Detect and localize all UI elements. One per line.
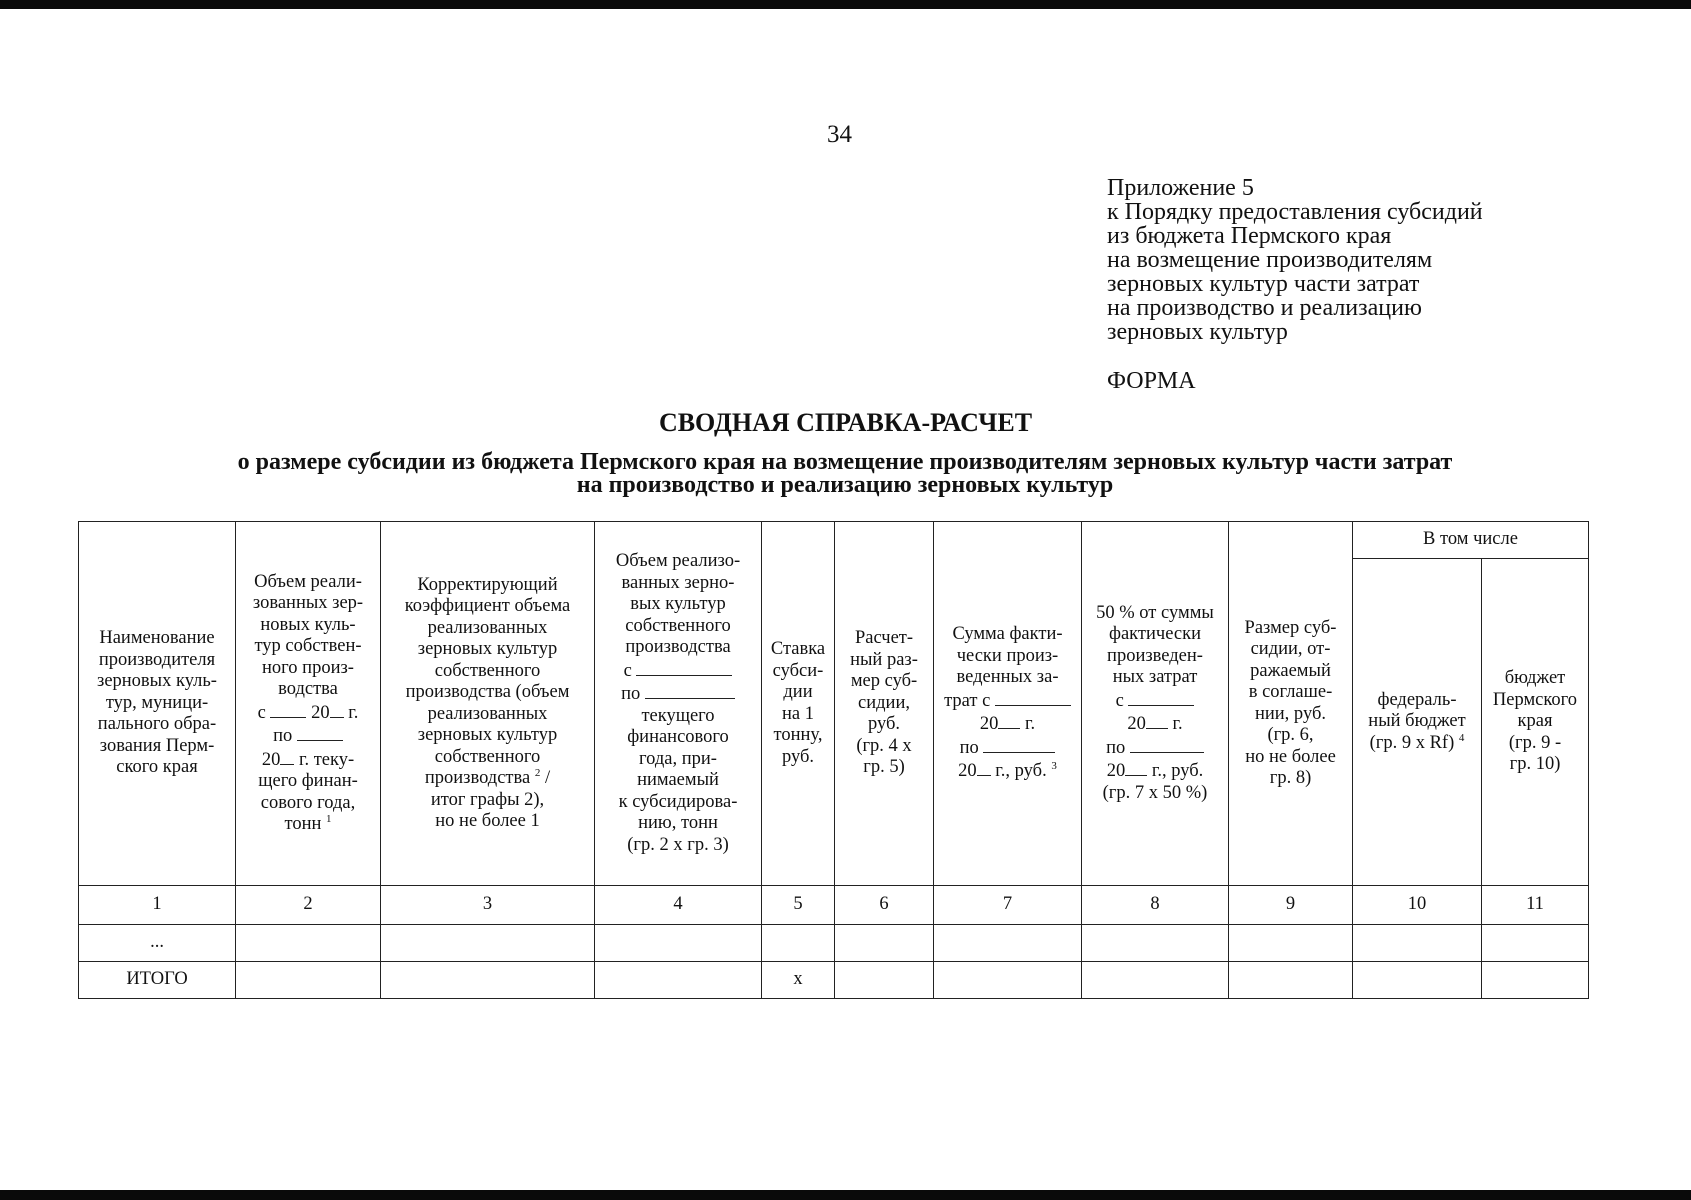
- header-line: (гр. 7 х 50 %): [1102, 782, 1208, 803]
- column-number: 8: [1082, 886, 1229, 925]
- header-line: руб.: [781, 746, 815, 767]
- column-number: 10: [1353, 886, 1482, 925]
- header-line: зованных зер-: [252, 593, 364, 613]
- header-line: (гр. 6,: [1267, 725, 1314, 745]
- empty-cell: [1482, 962, 1589, 999]
- empty-cell: [1229, 925, 1353, 962]
- header-subsidy-rate: [762, 522, 835, 886]
- header-half-costs: [1082, 522, 1229, 886]
- scan-top-border: [0, 0, 1691, 9]
- column-number: 5: [762, 886, 835, 925]
- header-line: (гр. 2 х гр. 3): [627, 834, 729, 855]
- empty-cell: [1482, 925, 1589, 962]
- header-line: Корректирующий: [417, 574, 558, 595]
- header-line: сового года,: [260, 792, 356, 813]
- header-line: бюджет: [1504, 668, 1566, 689]
- header-date-line: с 20 г.: [257, 702, 359, 723]
- header-line: ванных зерно-: [621, 572, 735, 593]
- empty-cell: [835, 925, 934, 962]
- column-number: 6: [835, 886, 934, 925]
- header-line: произведен-: [1107, 645, 1203, 666]
- header-line: руб.: [867, 714, 901, 735]
- header-line: чески произ-: [956, 645, 1059, 666]
- date-blank: [983, 736, 1055, 753]
- header-line: водства: [278, 679, 338, 699]
- date-blank: [280, 748, 294, 765]
- date-blank: [297, 724, 343, 741]
- table-row-total: [79, 962, 1589, 999]
- header-date-line: трат с: [936, 689, 1079, 713]
- document-subtitle: [80, 451, 1610, 497]
- appendix-line: из бюджета Пермского края: [1107, 223, 1392, 249]
- header-line: зерновых культур: [417, 639, 558, 659]
- header-calculated-subsidy: [835, 522, 934, 886]
- header-line: нию, тонн: [638, 813, 718, 833]
- header-line: новых куль-: [260, 614, 356, 635]
- header-line: ского края: [116, 757, 198, 778]
- empty-cell: [1082, 962, 1229, 999]
- form-label: ФОРМА: [1107, 368, 1196, 394]
- scan-bottom-border: [0, 1190, 1691, 1200]
- appendix-line: к Порядку предоставления субсидий: [1107, 199, 1483, 225]
- header-regional-budget: [1482, 559, 1589, 886]
- subtitle-line: на производство и реализацию зерновых культур: [576, 472, 1114, 498]
- header-line: сидии, от-: [1250, 639, 1331, 659]
- rate-cell: х: [762, 962, 835, 999]
- header-line: финансового: [627, 727, 729, 747]
- header-line: к субсидирова-: [618, 791, 738, 812]
- header-line: Объем реализо-: [615, 551, 741, 571]
- header-actual-costs: [934, 522, 1082, 886]
- date-blank: [995, 689, 1071, 706]
- header-line: (гр. 4 х: [856, 735, 912, 756]
- date-blank: [645, 682, 735, 699]
- header-line: в соглаше-: [1248, 682, 1333, 702]
- date-blank: [977, 759, 991, 776]
- footnote-mark: 2: [534, 766, 541, 779]
- appendix-note: [1107, 176, 1483, 344]
- empty-cell: [381, 962, 595, 999]
- header-line: нии, руб.: [1254, 703, 1326, 724]
- header-line: коэффициент объема: [404, 596, 571, 616]
- header-line: фактически: [1108, 624, 1201, 645]
- header-correction-coefficient: [381, 522, 595, 886]
- row-name-cell: ...: [79, 925, 236, 962]
- header-subsidized-volume: [595, 522, 762, 886]
- header-line: мер суб-: [850, 671, 918, 692]
- header-line: щего финан-: [258, 771, 358, 791]
- column-number: 11: [1482, 886, 1589, 925]
- header-line: Размер суб-: [1244, 617, 1337, 638]
- header-line: гр. 8): [1269, 768, 1312, 788]
- appendix-line: зерновых культур части затрат: [1107, 271, 1420, 297]
- footnote-mark: 4: [1458, 731, 1465, 744]
- date-blank: [330, 701, 344, 718]
- header-line: текущего: [641, 705, 715, 726]
- header-line: тур, муници-: [105, 692, 209, 713]
- header-line: веденных за-: [956, 667, 1059, 688]
- column-number: 9: [1229, 886, 1353, 925]
- footnote-mark: 3: [1051, 760, 1057, 773]
- header-line: производства: [625, 637, 731, 657]
- header-line: пального обра-: [97, 714, 217, 735]
- empty-cell: [1353, 962, 1482, 999]
- date-blank: [270, 701, 306, 718]
- header-date-line: с: [1084, 689, 1226, 713]
- header-line: Пермского: [1492, 689, 1578, 710]
- header-line: зерновых куль-: [97, 671, 217, 692]
- date-blank: [998, 712, 1020, 729]
- header-line: ный бюджет: [1368, 711, 1466, 732]
- column-number-row: [79, 886, 1589, 925]
- header-line: Сумма факти-: [952, 624, 1063, 645]
- page-number: 34: [827, 121, 852, 148]
- header-line: но не более 1: [435, 811, 540, 831]
- header-line: ного произ-: [262, 657, 354, 678]
- appendix-line: Приложение 5: [1107, 175, 1254, 201]
- header-line: производства $^2$ /: [424, 766, 551, 788]
- header-line: вых культур: [630, 594, 726, 614]
- header-line: итог графы 2),: [430, 789, 545, 810]
- header-line: дии: [783, 682, 813, 702]
- header-line: (гр. 9 х Rf) $^4$: [1369, 731, 1465, 753]
- empty-cell: [595, 962, 762, 999]
- header-producer-name: [79, 522, 236, 886]
- footnote-mark: 1: [326, 812, 332, 825]
- total-label: ИТОГО: [79, 962, 236, 999]
- header-date-line: по: [936, 736, 1079, 760]
- header-agreement-subsidy: [1229, 522, 1353, 886]
- date-blank: [1125, 759, 1147, 776]
- header-line: тонну,: [773, 725, 823, 745]
- header-date-line: по: [597, 682, 759, 706]
- header-line: ных затрат: [1112, 667, 1198, 688]
- empty-cell: [381, 925, 595, 962]
- header-date-line: 20 г.: [1127, 714, 1183, 735]
- header-date-line: по: [1084, 736, 1226, 760]
- empty-cell: [934, 925, 1082, 962]
- empty-cell: [236, 925, 381, 962]
- header-line: ный раз-: [850, 649, 918, 670]
- header-date-line: 20 г., руб. $^3$: [958, 760, 1057, 782]
- column-number: 4: [595, 886, 762, 925]
- header-line: тур собствен-: [254, 636, 362, 656]
- empty-cell: [595, 925, 762, 962]
- appendix-line: на производство и реализацию: [1107, 295, 1422, 321]
- column-number: 3: [381, 886, 595, 925]
- column-number: 7: [934, 886, 1082, 925]
- table-row: [79, 925, 1589, 962]
- empty-cell: [236, 962, 381, 999]
- header-line: края: [1517, 711, 1553, 732]
- date-blank: [1130, 736, 1204, 753]
- header-line: производителя: [98, 649, 216, 670]
- document-title: СВОДНАЯ СПРАВКА-РАСЧЕТ: [658, 408, 1033, 437]
- header-line: тонн $^1$: [284, 812, 332, 834]
- header-line: собственного: [434, 660, 541, 681]
- header-line: ражаемый: [1250, 660, 1331, 681]
- header-line: (гр. 9 -: [1508, 732, 1562, 753]
- empty-cell: [934, 962, 1082, 999]
- header-line: Наименование: [99, 628, 215, 649]
- header-line: реализованных: [427, 617, 548, 638]
- header-line: Ставка: [770, 639, 826, 659]
- rate-cell: [762, 925, 835, 962]
- header-line: субси-: [772, 660, 824, 681]
- date-blank: [1128, 689, 1194, 706]
- date-blank: [636, 659, 732, 676]
- appendix-line: зерновых культур: [1107, 319, 1288, 345]
- header-line: нимаемый: [637, 770, 719, 790]
- header-line: гр. 5): [863, 757, 905, 778]
- header-line: федераль-: [1377, 689, 1457, 710]
- subtitle-line: о размере субсидии из бюджета Пермского края на возмещение производителям зерновых культур части затрат: [237, 449, 1453, 475]
- header-line: гр. 10): [1509, 754, 1561, 775]
- appendix-line: на возмещение производителям: [1107, 247, 1433, 273]
- header-line: сидии,: [858, 692, 910, 713]
- header-date-line: с: [597, 659, 759, 683]
- header-line: на 1: [782, 703, 814, 724]
- header-date-line: 20 г.: [979, 714, 1036, 735]
- header-line: зерновых культур: [417, 725, 558, 745]
- header-date-line: по: [238, 724, 378, 748]
- empty-cell: [835, 962, 934, 999]
- header-line: производства (объем: [405, 682, 570, 702]
- column-number: 1: [79, 886, 236, 925]
- header-line: года, при-: [639, 748, 717, 769]
- header-federal-budget: [1353, 559, 1482, 886]
- header-line: реализованных: [427, 703, 548, 724]
- header-line: собственного: [434, 746, 541, 767]
- empty-cell: [1353, 925, 1482, 962]
- empty-cell: [1229, 962, 1353, 999]
- header-line: 50 % от суммы: [1096, 602, 1214, 623]
- header-line: зования Перм-: [99, 735, 215, 756]
- header-date-line: 20 г., руб.: [1106, 761, 1204, 782]
- empty-cell: [1082, 925, 1229, 962]
- column-number: 2: [236, 886, 381, 925]
- header-date-line: 20 г. теку-: [261, 749, 355, 770]
- header-including-group: В том числе: [1353, 522, 1589, 559]
- calculation-table: [78, 521, 1589, 999]
- header-sold-volume: [236, 522, 381, 886]
- header-line: но не более: [1245, 746, 1336, 767]
- header-line: Расчет-: [854, 628, 914, 649]
- header-line: Объем реали-: [254, 571, 362, 592]
- date-blank: [1146, 712, 1168, 729]
- header-line: собственного: [625, 615, 731, 636]
